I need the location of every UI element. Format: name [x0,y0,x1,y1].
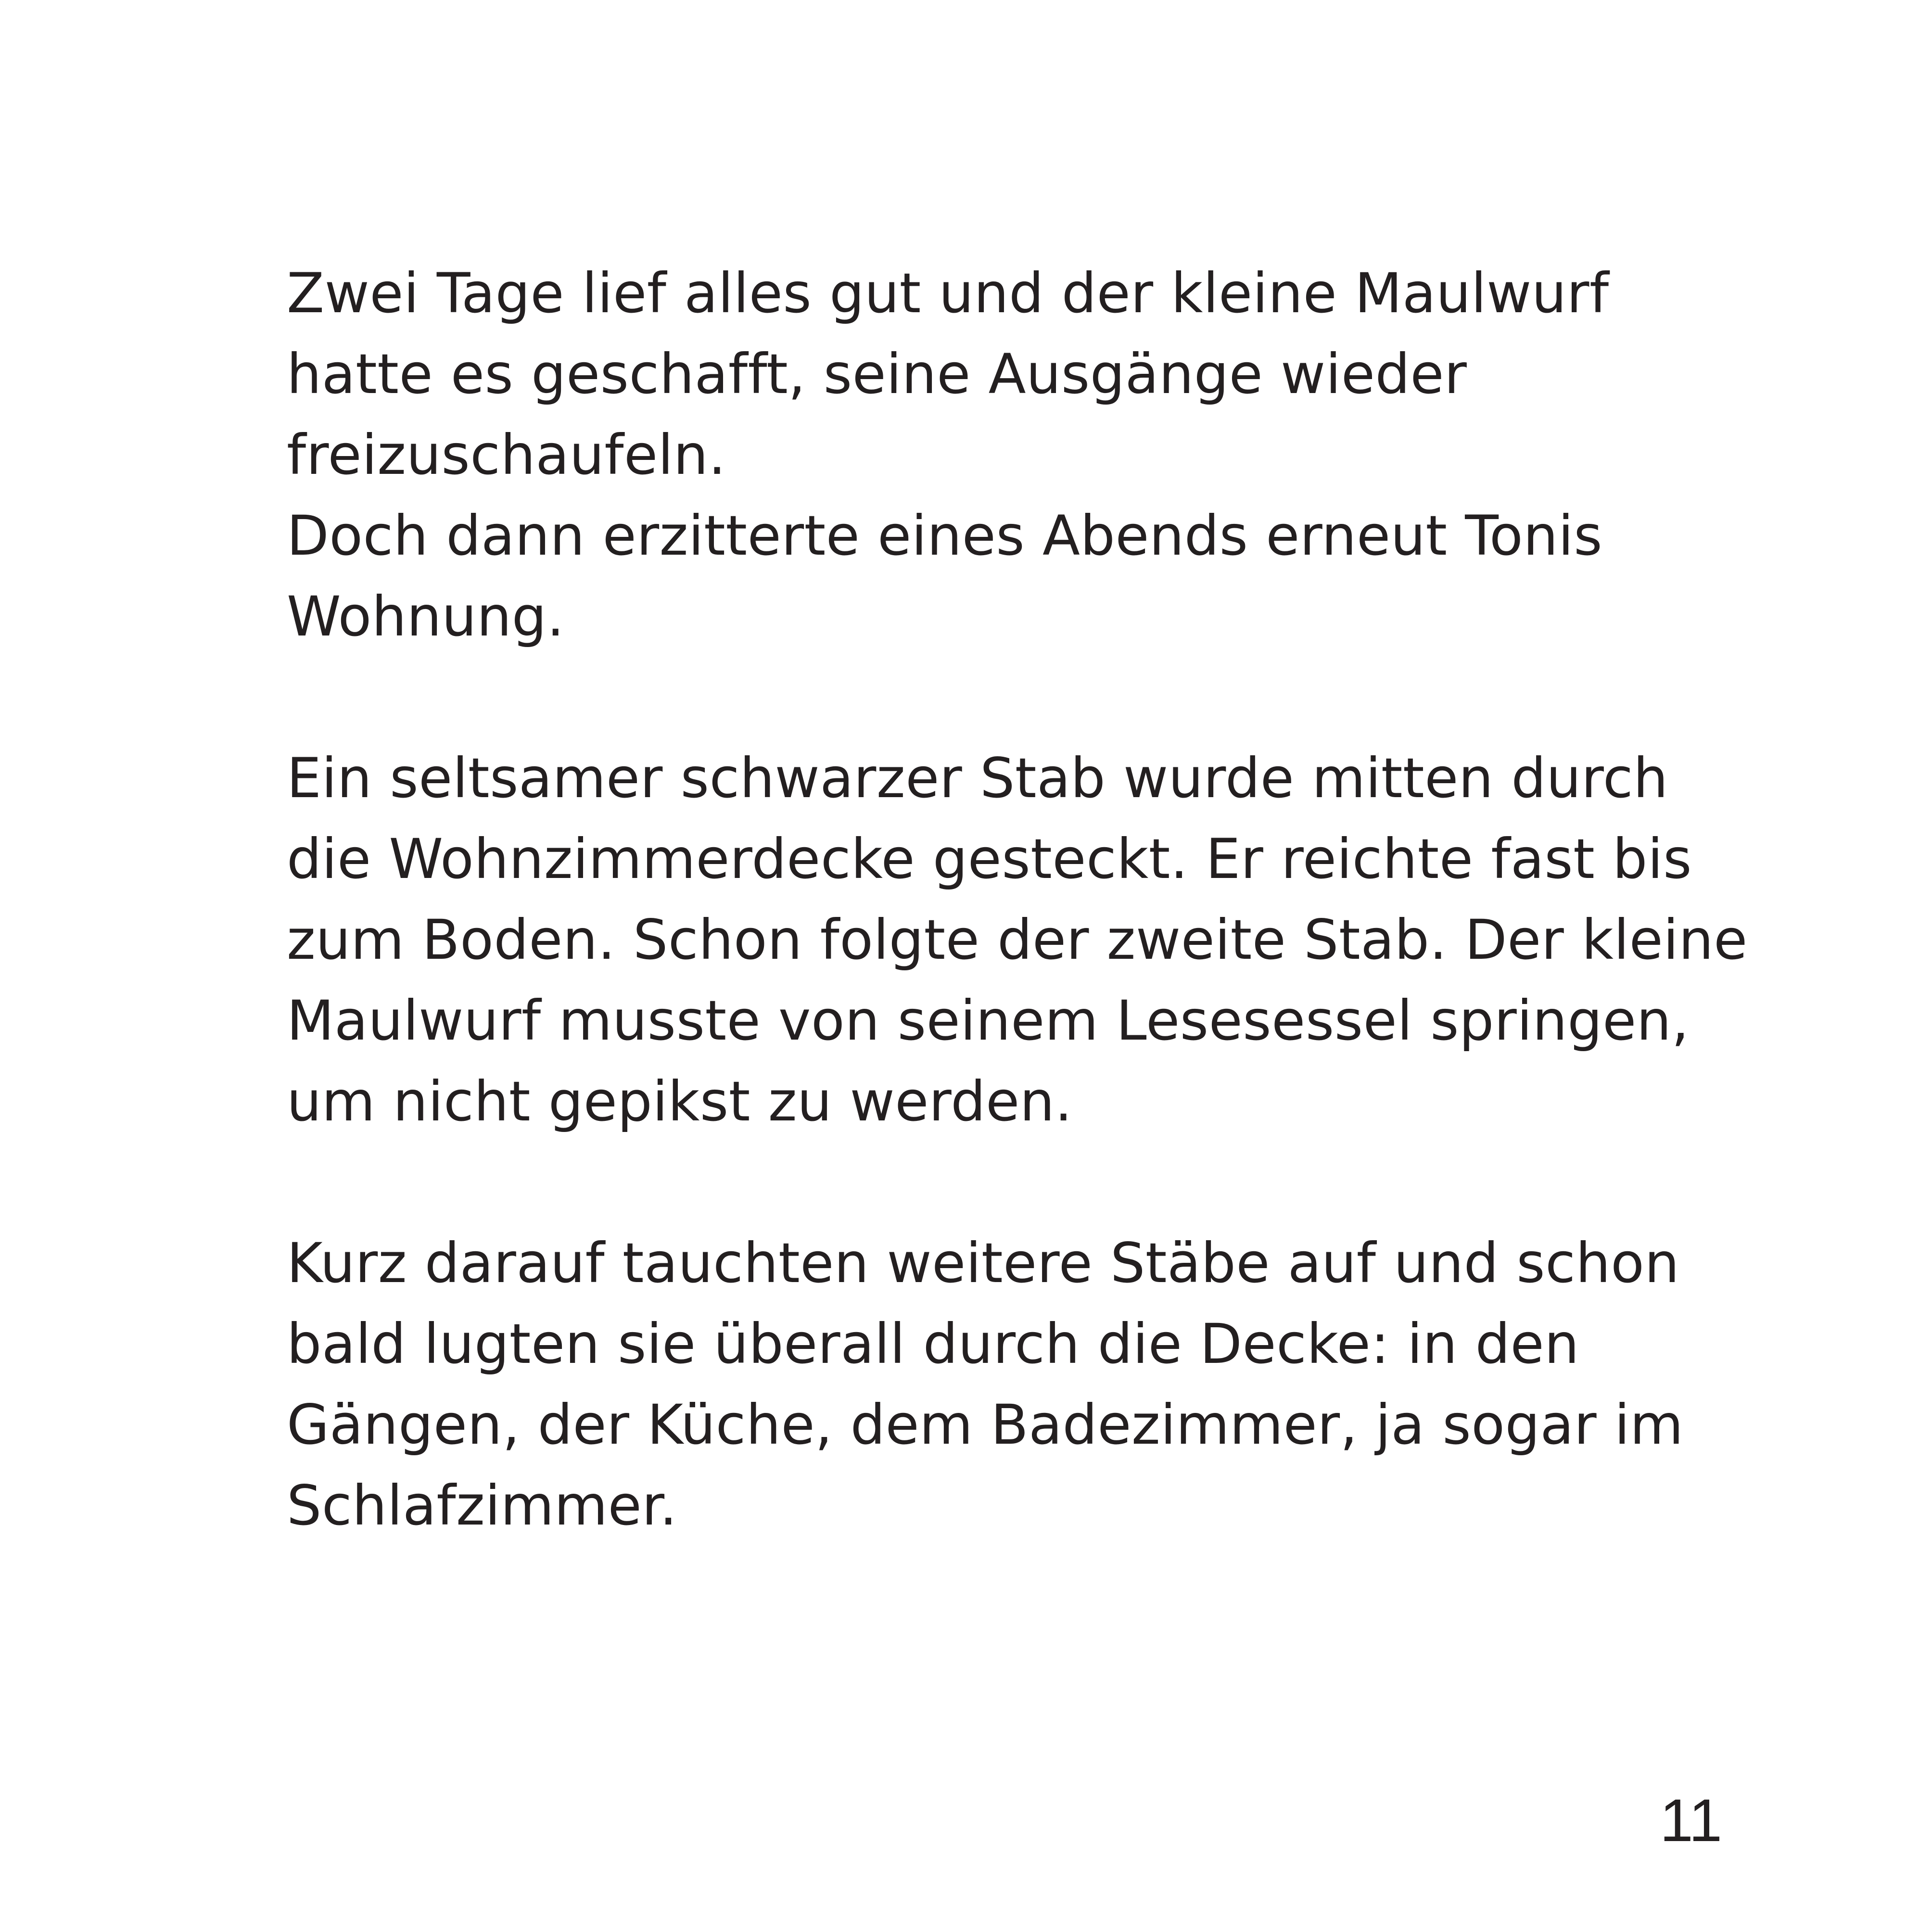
text-line: um nicht gepikst zu werden. [287,1069,1073,1133]
text-line: die Wohnzimmerdecke gesteckt. Er reichte fast bis [287,827,1692,891]
paragraph-3 [287,1223,1778,1546]
text-line: Gängen, der Küche, dem Badezimmer, ja sogar im [287,1393,1684,1457]
text-line: zum Boden. Schon folgte der zweite Stab. Der kleine [287,908,1748,972]
text-line: Schlafzimmer. [287,1474,677,1538]
text-line: Maulwurf musste von seinem Lesesessel springen, [287,989,1690,1053]
paragraph-spacer [287,657,1778,738]
story-text [287,253,1778,1546]
page-number: 11 [1660,1787,1722,1854]
text-line: Ein seltsamer schwarzer Stab wurde mitten durch [287,746,1668,810]
text-line: Kurz darauf tauchten weitere Stäbe auf und schon [287,1231,1680,1295]
text-line: Doch dann erzitterte eines Abends erneut Tonis [287,504,1603,568]
text-line: Zwei Tage lief alles gut und der kleine Maulwurf [287,261,1609,325]
text-line: hatte es geschafft, seine Ausgänge wieder [287,342,1467,406]
text-line: bald lugten sie überall durch die Decke: in den [287,1312,1579,1376]
paragraph-2 [287,738,1778,1142]
paragraph-spacer [287,1142,1778,1223]
text-line: freizuschaufeln. [287,423,726,487]
text-line: Wohnung. [287,585,565,648]
paragraph-1 [287,253,1778,657]
